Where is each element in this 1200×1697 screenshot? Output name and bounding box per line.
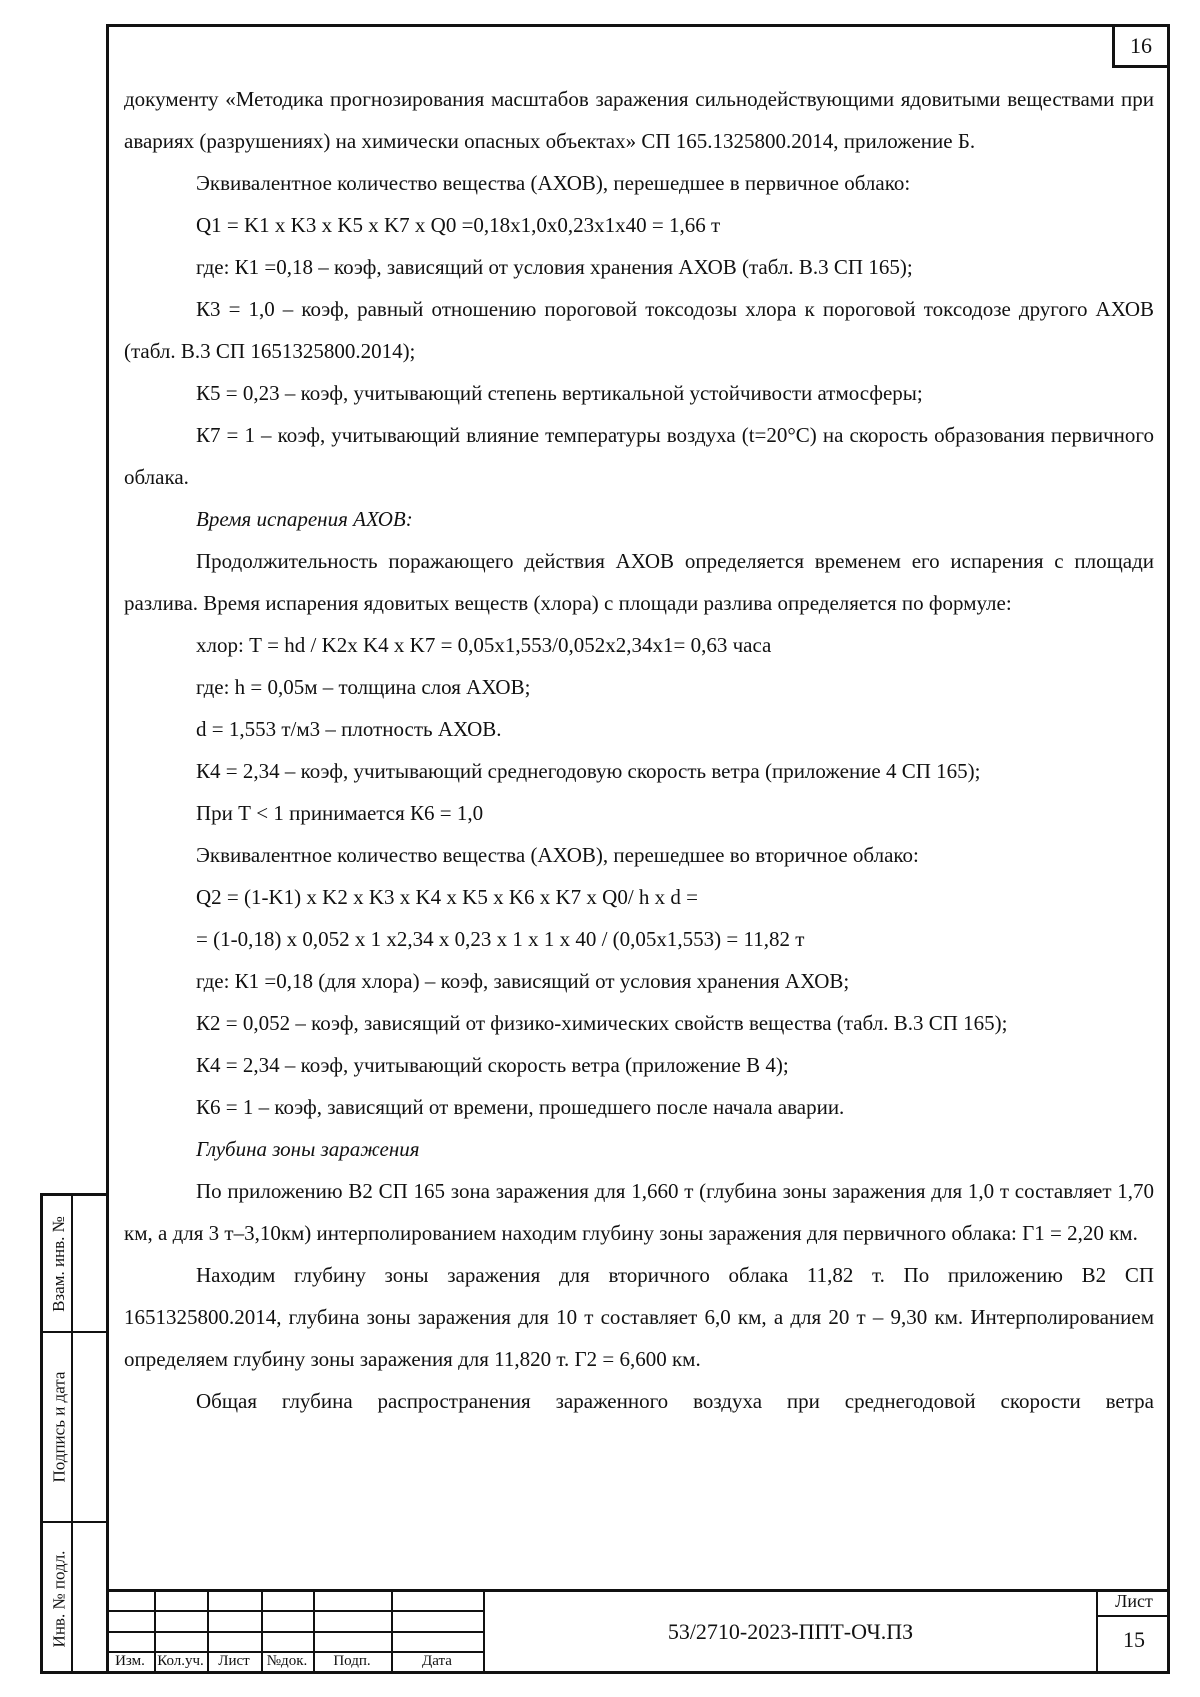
- sheet-number: 15: [1123, 1627, 1145, 1652]
- paragraph: Продолжительность поражающего действия АХОВ определяется временем его испарения с площади разлива. Время испарения ядовитых веществ (хлора) с площади разлива определяется по формуле:: [124, 549, 1154, 615]
- side-stamp-cell-signature: [43, 1333, 109, 1523]
- paragraph: где: h = 0,05м – толщина слоя АХОВ;: [196, 675, 531, 699]
- header-doc-number: №док.: [266, 1653, 308, 1669]
- paragraph: К5 = 0,23 – коэф, учитывающий степень вертикальной устойчивости атмосферы;: [196, 381, 923, 405]
- title-block: [106, 1589, 1170, 1674]
- paragraph: К4 = 2,34 – коэф, учитывающий скорость ветра (приложение В 4);: [196, 1053, 789, 1077]
- side-stamp-label-wrap: [47, 1523, 71, 1674]
- header-date: Дата: [422, 1653, 452, 1669]
- side-stamp-label-wrap: [47, 1196, 71, 1331]
- revision-grid: [106, 1589, 483, 1674]
- header-change: Изм.: [115, 1653, 145, 1669]
- header-signature: Подп.: [333, 1653, 371, 1669]
- paragraph: По приложению В2 СП 165 зона заражения для 1,660 т (глубина зоны заражения для 1,0 т составляет 1,70 км, а для 3 т–3,10км) интерполированием находим глубину зоны заражения для первичного облака: Г1 = 2,20 км.: [124, 1179, 1154, 1245]
- sheet-cell: [1096, 1589, 1170, 1674]
- section-heading: Время испарения АХОВ:: [196, 507, 413, 531]
- grid-row-line: [106, 1610, 483, 1612]
- side-stamp-label-wrap: [47, 1333, 71, 1521]
- paragraph: где: К1 =0,18 (для хлора) – коэф, зависящий от условия хранения АХОВ;: [196, 969, 850, 993]
- page-number: 16: [1130, 33, 1152, 58]
- document-code: [483, 1589, 1096, 1674]
- paragraph: d = 1,553 т/м3 – плотность АХОВ.: [196, 717, 502, 741]
- paragraph: К2 = 0,052 – коэф, зависящий от физико-химических свойств вещества (табл. В.3 СП 165);: [196, 1011, 1008, 1035]
- section-heading: Глубина зоны заражения: [196, 1137, 420, 1161]
- document-code-text: 53/2710-2023-ППТ-ОЧ.ПЗ: [667, 1618, 914, 1644]
- header-count: Кол.уч.: [157, 1653, 204, 1669]
- paragraph: К3 = 1,0 – коэф, равный отношению пороговой токсодозы хлора к пороговой токсодозе другого АХОВ (табл. В.3 СП 1651325800.2014);: [124, 297, 1154, 363]
- paragraph: К7 = 1 – коэф, учитывающий влияние температуры воздуха (t=20°С) на скорость образования первичного облака.: [124, 423, 1154, 489]
- page-number-box: [1112, 24, 1170, 68]
- side-stamp: [40, 1193, 109, 1674]
- paragraph: К4 = 2,34 – коэф, учитывающий среднегодовую скорость ветра (приложение 4 СП 165);: [196, 759, 981, 783]
- formula-line: Q1 = K1 x K3 x K5 x K7 x Q0 =0,18x1,0x0,23x1x40 = 1,66 т: [196, 213, 721, 237]
- formula-line: = (1-0,18) х 0,052 х 1 х2,34 х 0,23 х 1 х 1 х 40 / (0,05х1,553) = 11,82 т: [196, 927, 805, 951]
- paragraph: К6 = 1 – коэф, зависящий от времени, прошедшего после начала аварии.: [196, 1095, 845, 1119]
- header-sheet: Лист: [218, 1653, 250, 1669]
- signature-date-label: Подпись и дата: [49, 1371, 68, 1483]
- formula-line: хлор: Т = hd / K2x K4 x K7 = 0,05х1,553/0,052х2,34х1= 0,63 часа: [196, 633, 772, 657]
- original-inv-label: Инв. № подл.: [49, 1550, 68, 1647]
- paragraph: документу «Методика прогнозирования масштабов заражения сильнодействующими ядовитыми веществами при авариях (разрушениях) на химически опасных объектах» СП 165.1325800.2014, приложение Б.: [124, 87, 1154, 153]
- side-stamp-cell-replace: [43, 1196, 109, 1333]
- paragraph: Эквивалентное количество вещества (АХОВ), перешедшее во вторичное облако:: [196, 843, 919, 867]
- paragraph: Находим глубину зоны заражения для вторичного облака 11,82 т. По приложению В2 СП 1651325800.2014, глубина зоны заражения для 10 т составляет 6,0 км, а для 20 т – 9,30 км. Интерполированием определяем глубину зоны заражения для 11,820 т. Г2 = 6,600 км.: [124, 1263, 1154, 1371]
- side-stamp-cell-original: [43, 1523, 109, 1674]
- grid-row-line: [106, 1631, 483, 1633]
- formula-line: Q2 = (1-K1) x K2 x K3 x K4 x K5 x K6 x K7 x Q0/ h x d =: [196, 885, 698, 909]
- sheet-divider: [1098, 1615, 1170, 1617]
- replace-inv-label: Взам. инв. №: [49, 1215, 68, 1312]
- paragraph: где: К1 =0,18 – коэф, зависящий от условия хранения АХОВ (табл. В.3 СП 165);: [196, 255, 913, 279]
- document-body: [124, 78, 1154, 1422]
- paragraph: При Т < 1 принимается К6 = 1,0: [196, 801, 484, 825]
- paragraph: Эквивалентное количество вещества (АХОВ), перешедшее в первичное облако:: [196, 171, 911, 195]
- paragraph: Общая глубина распространения зараженного воздуха при среднегодовой скорости ветра: [196, 1389, 1154, 1413]
- sheet-label: Лист: [1115, 1591, 1153, 1611]
